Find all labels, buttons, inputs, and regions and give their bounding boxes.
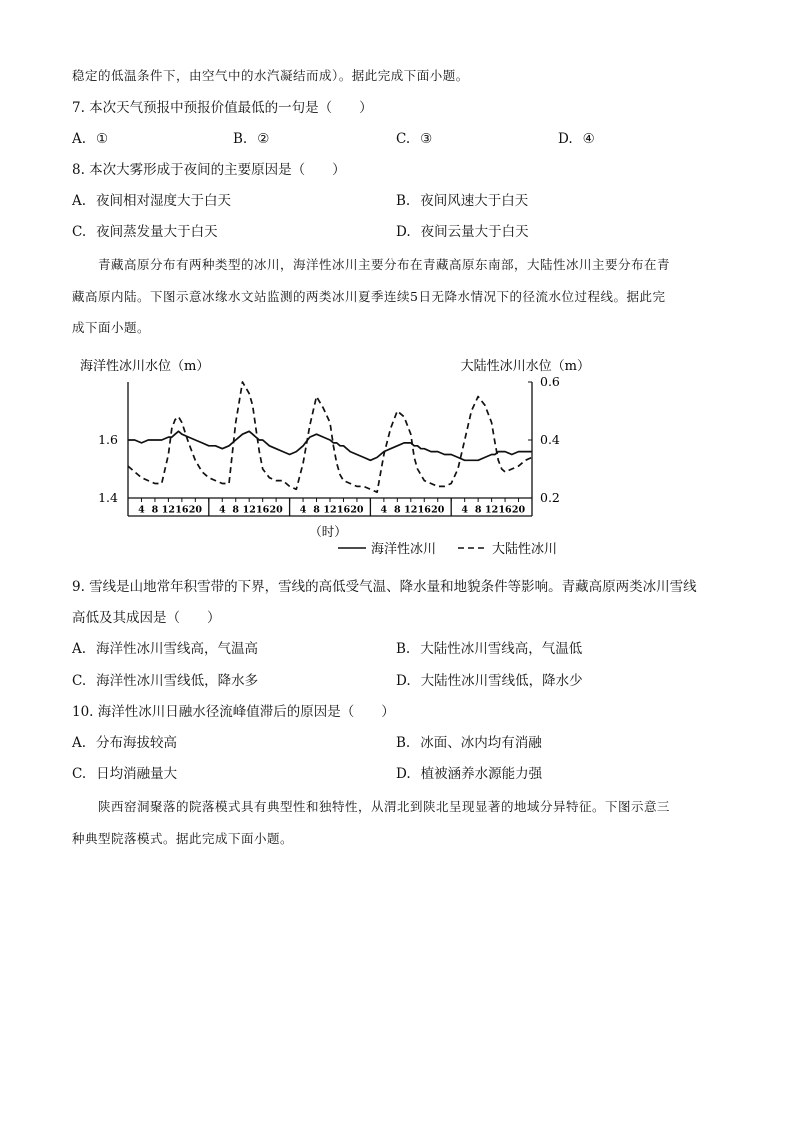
right-tick-label: 0.4 — [540, 432, 560, 447]
option-text: 大陆性冰川雪线低，降水少 — [420, 673, 583, 689]
left-tick-label: 1.4 — [98, 490, 118, 505]
x-tick-label: 20 — [269, 504, 283, 516]
x-tick-label: 8 — [151, 504, 159, 516]
right-tick-label: 0.2 — [540, 490, 560, 505]
legend-label-continental: 大陆性冰川 — [492, 542, 558, 557]
option-text: 夜间蒸发量大于白天 — [96, 224, 218, 240]
x-tick-label: 20 — [350, 504, 364, 516]
question-9-option-c[interactable] — [72, 671, 258, 691]
option-text: 海洋性冰川雪线低，降水多 — [96, 673, 259, 689]
chart-axes — [128, 382, 532, 516]
option-label: A. — [72, 735, 87, 751]
x-tick-label: 16 — [417, 504, 431, 516]
question-8-option-c[interactable] — [72, 222, 218, 242]
left-tick-label: 1.6 — [98, 432, 118, 447]
option-label: D. — [558, 131, 573, 147]
question-8-stem: 8. 本次大雾形成于夜间的主要原因是（ ） — [72, 162, 346, 178]
x-tick-label: 16 — [498, 504, 512, 516]
question-10-option-c[interactable] — [72, 764, 177, 784]
option-label: D. — [396, 673, 411, 689]
x-tick-label: 4 — [218, 504, 226, 516]
x-tick-label: 4 — [461, 504, 468, 516]
chart-tick-labels — [98, 374, 560, 516]
question-9-stem-line-2: 高低及其成因是（ ） — [72, 610, 221, 626]
question-10-option-a[interactable] — [72, 733, 177, 753]
passage-2-line-2: 藏高原内陆。下图示意冰缘水文站监测的两类冰川夏季连续5日无降水情况下的径流水位过程线。据此完 — [72, 289, 666, 304]
legend — [338, 541, 557, 557]
x-tick-label: 4 — [380, 504, 388, 516]
option-text: ① — [96, 131, 109, 147]
x-tick-label: 8 — [394, 504, 401, 516]
x-tick-label: 12 — [404, 504, 418, 516]
question-7-stem: 7. 本次天气预报中预报价值最低的一句是（ ） — [72, 100, 373, 116]
option-text: 冰面、冰内均有消融 — [420, 735, 542, 751]
option-text: 海洋性冰川雪线高，气温高 — [96, 641, 259, 657]
option-text: 大陆性冰川雪线高，气温低 — [420, 641, 583, 657]
glacier-water-level-chart — [70, 352, 590, 562]
intro-tail: 稳定的低温条件下，由空气中的水汽凝结而成）。据此完成下面小题。 — [72, 68, 469, 83]
question-7-option-b[interactable] — [233, 129, 269, 149]
x-tick-label: 16 — [256, 504, 270, 516]
x-tick-label: 12 — [242, 504, 256, 516]
x-tick-label: 20 — [511, 504, 526, 516]
ocean-glacier-line — [128, 431, 532, 460]
x-tick-label: 16 — [175, 504, 189, 516]
x-tick-label: 12 — [484, 504, 499, 516]
question-9-option-a[interactable] — [72, 639, 258, 659]
question-10-option-b[interactable] — [396, 733, 542, 753]
option-text: ④ — [582, 131, 595, 147]
option-text: ③ — [420, 131, 433, 147]
option-label: A. — [72, 131, 87, 147]
x-tick-label: 4 — [138, 504, 145, 516]
x-tick-label: 12 — [323, 504, 337, 516]
option-label: D. — [396, 224, 411, 240]
question-9-option-d[interactable] — [396, 671, 583, 691]
question-10-option-d[interactable] — [396, 764, 542, 784]
x-tick-label: 20 — [188, 504, 202, 516]
passage-2-line-3: 成下面小题。 — [72, 320, 151, 335]
x-tick-label: 20 — [431, 504, 445, 516]
option-label: B. — [396, 193, 411, 209]
question-10-stem: 10. 海洋性冰川日融水径流峰值滞后的原因是（ ） — [72, 704, 395, 720]
option-label: C. — [72, 673, 87, 689]
option-label: C. — [72, 224, 87, 240]
right-axis-title: 大陆性冰川水位（m） — [460, 359, 590, 374]
question-8-option-d[interactable] — [396, 222, 529, 242]
x-tick-label: 12 — [161, 504, 176, 516]
option-label: C. — [396, 131, 411, 147]
option-text: 植被涵养水源能力强 — [420, 766, 543, 782]
left-axis-title: 海洋性冰川水位（m） — [80, 359, 210, 374]
option-text: 分布海拔较高 — [96, 735, 178, 751]
x-axis-title: （时） — [309, 524, 347, 539]
passage-2-line-1: 青藏高原分布有两种类型的冰川，海洋性冰川主要分布在青藏高原东南部，大陆性冰川主要分布在青 — [98, 257, 671, 272]
option-label: D. — [396, 766, 411, 782]
question-9-option-b[interactable] — [396, 639, 582, 659]
question-7-option-d[interactable] — [558, 129, 595, 149]
option-text: 夜间风速大于白天 — [420, 193, 529, 209]
option-label: A. — [72, 641, 87, 657]
question-7-option-c[interactable] — [396, 129, 432, 149]
option-label: B. — [396, 641, 411, 657]
x-tick-label: 16 — [336, 504, 351, 516]
passage-3-line-1: 陕西窑洞聚落的院落模式具有典型性和独特性，从渭北到陕北呈现显著的地域分异特征。下图示意三 — [98, 799, 671, 814]
question-8-option-a[interactable] — [72, 191, 231, 211]
question-7-option-a[interactable] — [72, 129, 108, 149]
chart-series — [128, 382, 532, 492]
option-label: B. — [233, 131, 248, 147]
option-text: 夜间云量大于白天 — [420, 224, 529, 240]
question-9-stem-line-1: 9. 雪线是山地常年积雪带的下界，雪线的高低受气温、降水量和地貌条件等影响。青藏高原两类冰川雪线 — [72, 579, 697, 595]
x-tick-label: 8 — [232, 504, 240, 516]
option-text: 夜间相对湿度大于白天 — [96, 193, 232, 209]
x-tick-label: 8 — [474, 504, 482, 516]
option-label: B. — [396, 735, 411, 751]
x-tick-label: 4 — [299, 504, 307, 516]
question-8-option-b[interactable] — [396, 191, 528, 211]
option-label: A. — [72, 193, 87, 209]
legend-label-ocean: 海洋性冰川 — [371, 542, 437, 557]
option-text: 日均消融量大 — [96, 766, 178, 782]
passage-3-line-2: 种典型院落模式。据此完成下面小题。 — [72, 831, 294, 846]
option-text: ② — [257, 131, 270, 147]
right-tick-label: 0.6 — [540, 374, 560, 389]
x-tick-label: 8 — [313, 504, 320, 516]
option-label: C. — [72, 766, 87, 782]
